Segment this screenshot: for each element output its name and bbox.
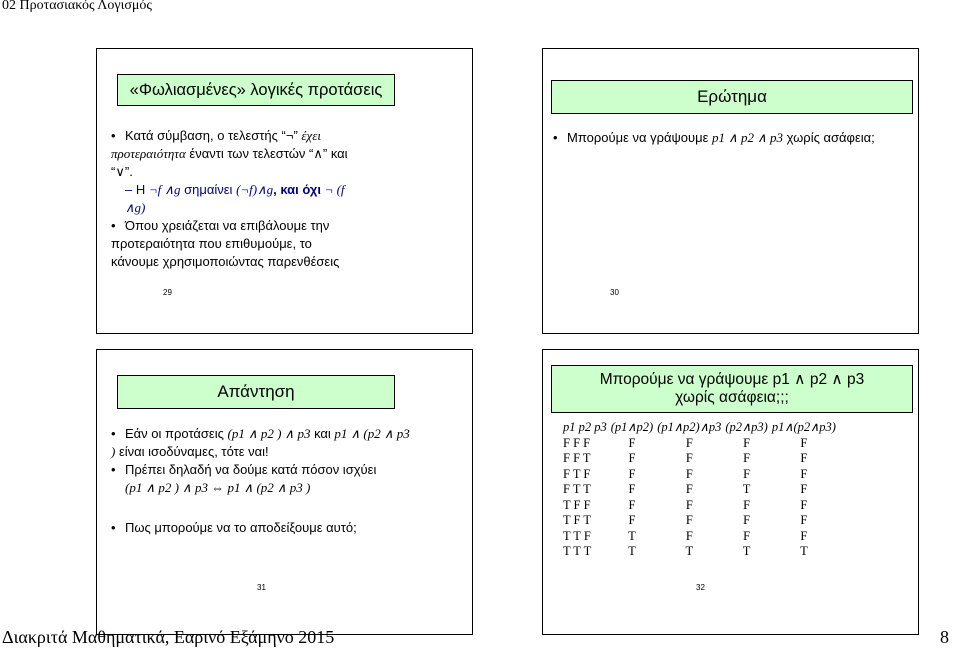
bullet-item: • Πως μπορούμε να το αποδείξουμε αυτό; xyxy=(111,520,357,535)
table-row xyxy=(563,451,840,467)
table-cell: F T F xyxy=(563,466,591,481)
slide-29 xyxy=(96,48,473,334)
table-cell: F xyxy=(685,482,693,496)
table-cell: F xyxy=(743,435,751,450)
table-cell: F xyxy=(685,451,693,465)
table-cell: T xyxy=(742,544,751,558)
table-header-cell: (p2∧p3) xyxy=(725,420,768,434)
table-cell: F F F xyxy=(563,435,591,450)
table-cell: F xyxy=(743,528,751,543)
table-row xyxy=(563,544,840,560)
slide-number: 32 xyxy=(696,583,705,592)
footer-page-number: 8 xyxy=(940,627,949,647)
table-cell: F xyxy=(685,528,693,543)
table-cell: T xyxy=(628,528,636,543)
slide-number: 30 xyxy=(610,288,619,297)
title-line: Μπορούμε να γράψουμε p1 ∧ p2 ∧ p3 xyxy=(599,371,865,388)
table-row xyxy=(563,513,840,529)
truth-table-container xyxy=(563,420,840,560)
truth-table xyxy=(563,420,840,560)
table-row xyxy=(563,467,840,483)
table-cell: F xyxy=(800,435,808,450)
slide-30-body xyxy=(553,129,908,147)
sub-bullet-item: – Η ¬f ∧g σημαίνει (¬f)∧g, και όχι ¬ (f ∧g) xyxy=(125,182,345,215)
table-cell: F xyxy=(628,435,636,450)
table-cell: F xyxy=(685,497,693,512)
slide-30 xyxy=(542,48,919,334)
title-line: χωρίς ασάφεια;;; xyxy=(675,389,789,406)
formula-line: (p1 ∧ p2 ) ∧ p3 ⇔ p1 ∧ (p2 ∧ p3 ) xyxy=(125,480,311,495)
slide-32 xyxy=(542,349,919,635)
table-cell: F xyxy=(628,513,636,527)
table-cell: T xyxy=(628,544,636,558)
table-cell: T xyxy=(742,482,751,496)
table-cell: F xyxy=(628,497,636,512)
table-cell: T xyxy=(800,544,808,558)
table-header-cell: (p1∧p2)∧p3 xyxy=(657,420,722,434)
bullet-item: • Κατά σύμβαση, ο τελεστής “¬” έχει προτεραιότητα έναντι των τελεστών “∧” και “∨”. xyxy=(111,128,348,179)
table-cell: F xyxy=(628,451,636,465)
slide-number: 29 xyxy=(163,288,172,297)
slide-31 xyxy=(96,349,473,635)
table-header-cell: (p1∧p2) xyxy=(610,420,654,434)
table-cell: F F T xyxy=(563,451,591,465)
table-cell: F xyxy=(800,497,808,512)
table-cell: T F F xyxy=(563,497,591,512)
table-row xyxy=(563,436,840,452)
slide-32-title xyxy=(551,365,913,413)
table-cell: F xyxy=(685,435,693,450)
table-row xyxy=(563,529,840,545)
bullet-item: • Εάν οι προτάσεις (p1 ∧ p2 ) ∧ p3 και p1 ∧ (p2 ∧ p3 ) είναι ισοδύναμες, τότε ναι! xyxy=(111,426,410,459)
bullet-item: • Όπου χρειάζεται να επιβάλουμε την προτεραιότητα που επιθυμούμε, το κάνουμε χρησιμοποιώντας παρενθέσεις xyxy=(111,218,340,269)
table-cell: T T T xyxy=(563,544,592,558)
table-cell: F xyxy=(685,466,693,481)
table-row xyxy=(563,498,840,514)
slide-30-title: Ερώτημα xyxy=(551,80,913,114)
table-cell: T F T xyxy=(563,513,592,527)
table-cell: F xyxy=(800,482,808,496)
document-header: 02 Προτασιακός Λογισμός xyxy=(2,0,152,13)
slide-31-title: Απάντηση xyxy=(117,375,395,409)
table-cell: T T F xyxy=(563,528,591,543)
table-cell: F xyxy=(800,451,808,465)
slide-number: 31 xyxy=(257,583,266,592)
table-cell: F xyxy=(743,497,751,512)
table-cell: F xyxy=(743,451,751,465)
bullet-item: • Πρέπει δηλαδή να δούμε κατά πόσον ισχύει xyxy=(111,462,377,477)
table-cell: F T T xyxy=(563,482,591,496)
table-cell: F xyxy=(743,466,751,481)
table-cell: F xyxy=(628,482,636,496)
table-cell: F xyxy=(628,466,636,481)
table-cell: F xyxy=(685,513,693,527)
slide-29-title: «Φωλιασμένες» λογικές προτάσεις xyxy=(117,74,395,106)
bullet-item: • Μπορούμε να γράψουμε p1 ∧ p2 ∧ p3 χωρίς ασάφεια; xyxy=(553,130,875,145)
slide-29-body xyxy=(111,127,361,271)
table-cell: F xyxy=(743,513,751,527)
table-cell: T xyxy=(685,544,694,558)
table-cell: F xyxy=(800,466,808,481)
table-cell: F xyxy=(800,528,808,543)
slide-31-body xyxy=(111,425,411,537)
table-cell: F xyxy=(800,513,808,527)
footer-course: Διακριτά Μαθηματικά, Εαρινό Εξάμηνο 2015 xyxy=(2,627,335,647)
table-header-cell: p1 p2 p3 xyxy=(563,420,607,434)
table-header-cell: p1∧(p2∧p3) xyxy=(771,420,836,434)
table-row xyxy=(563,482,840,498)
